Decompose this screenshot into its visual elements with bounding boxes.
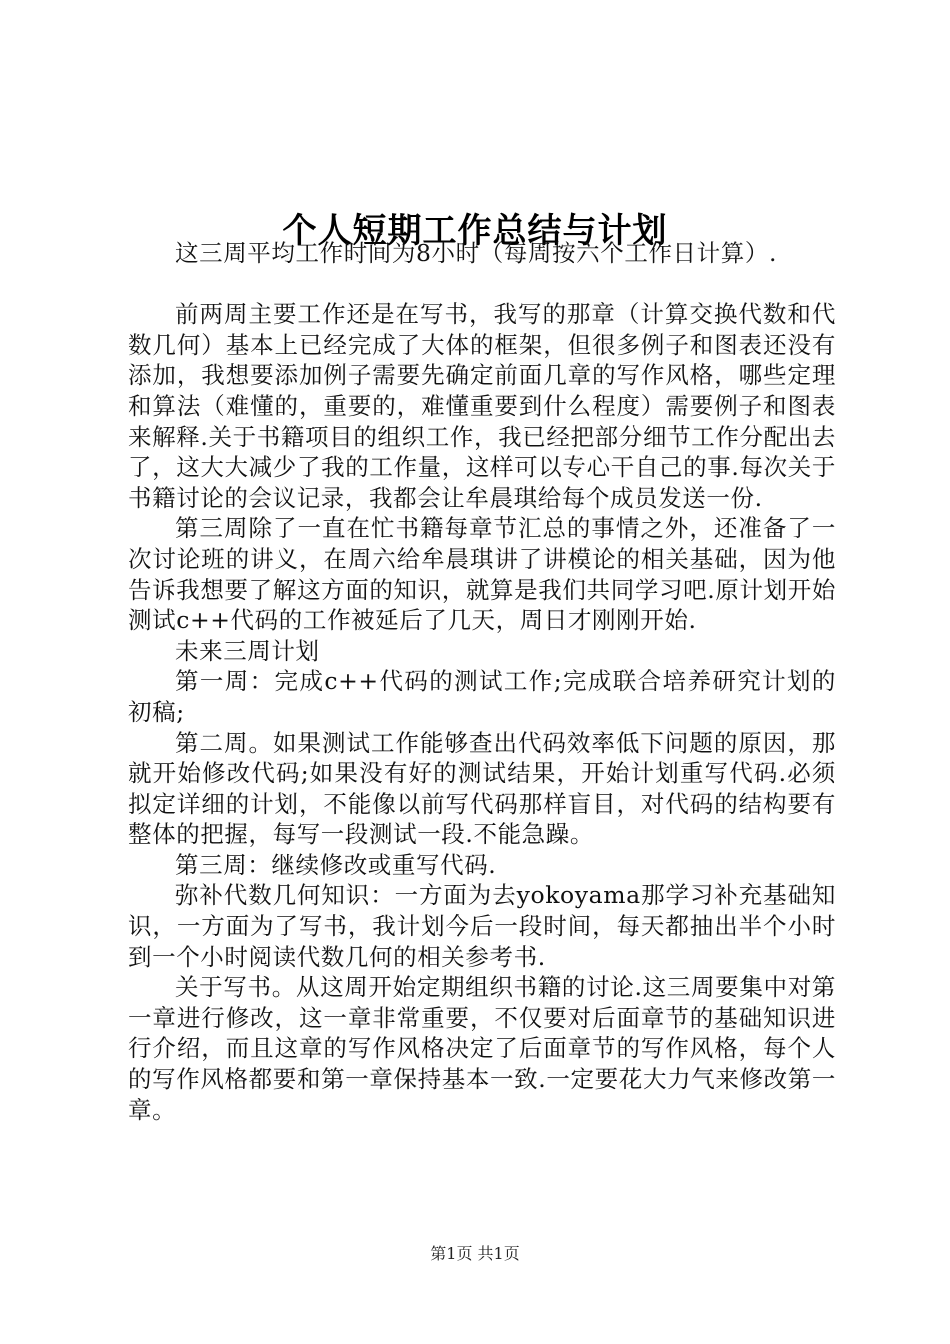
document-body — [128, 238, 836, 1125]
page-footer: 第1页 共1页 — [430, 1244, 520, 1263]
paragraph-work-hours: 这三周平均工作时间为8小时（每周按六个工作日计算）. — [175, 239, 778, 267]
paragraph-first-two-weeks: 前两周主要工作还是在写书，我写的那章（计算交换代数和代数几何）基本上已经完成了大体的框架，但很多例子和图表还没有添加，我想要添加例子需要先确定前面几章的写作风格，哪些定理和算法（难懂的，重要的，难懂重要到什么程度）需要例子和图表来解释.关于书籍项目的组织工作，我已经把部分细节工作分配出去了，这大大减少了我的工作量，这样可以专心干自己的事.每次关于书籍讨论的会议记录，我都会让牟晨琪给每个成员发送一份. — [128, 300, 836, 512]
paragraph-algebraic-geometry: 弥补代数几何知识：一方面为去yokoyama那学习补充基础知识，一方面为了写书，我计划今后一段时间，每天都抽出半个小时到一个小时阅读代数几何的相关参考书. — [128, 881, 836, 971]
plan-item-week-one: 第一周：完成c++代码的测试工作;完成联合培养研究计划的初稿; — [128, 667, 836, 726]
plan-item-week-two: 第二周。如果测试工作能够查出代码效率低下问题的原因，那就开始修改代码;如果没有好的测试结果，开始计划重写代码.必须拟定详细的计划，不能像以前写代码那样盲目，对代码的结构要有整体的把握，每写一段测试一段.不能急躁。 — [128, 728, 836, 849]
document-title: 个人短期工作总结与计划 — [282, 210, 668, 251]
paragraph-third-week: 第三周除了一直在忙书籍每章节汇总的事情之外，还准备了一次讨论班的讲义，在周六给牟晨琪讲了讲模论的相关基础，因为他告诉我想要了解这方面的知识，就算是我们共同学习吧.原计划开始测试c++代码的工作被延后了几天，周日才刚刚开始. — [128, 514, 836, 635]
section-heading-future-plan: 未来三周计划 — [175, 636, 320, 665]
plan-item-week-three: 第三周：继续修改或重写代码. — [175, 850, 497, 879]
paragraph-book-writing: 关于写书。从这周开始定期组织书籍的讨论.这三周要集中对第一章进行修改，这一章非常重要，不仅要对后面章节的基础知识进行介绍，而且这章的写作风格决定了后面章节的写作风格，每个人的写作风格都要和第一章保持基本一致.一定要花大力气来修改第一章。 — [128, 973, 836, 1124]
